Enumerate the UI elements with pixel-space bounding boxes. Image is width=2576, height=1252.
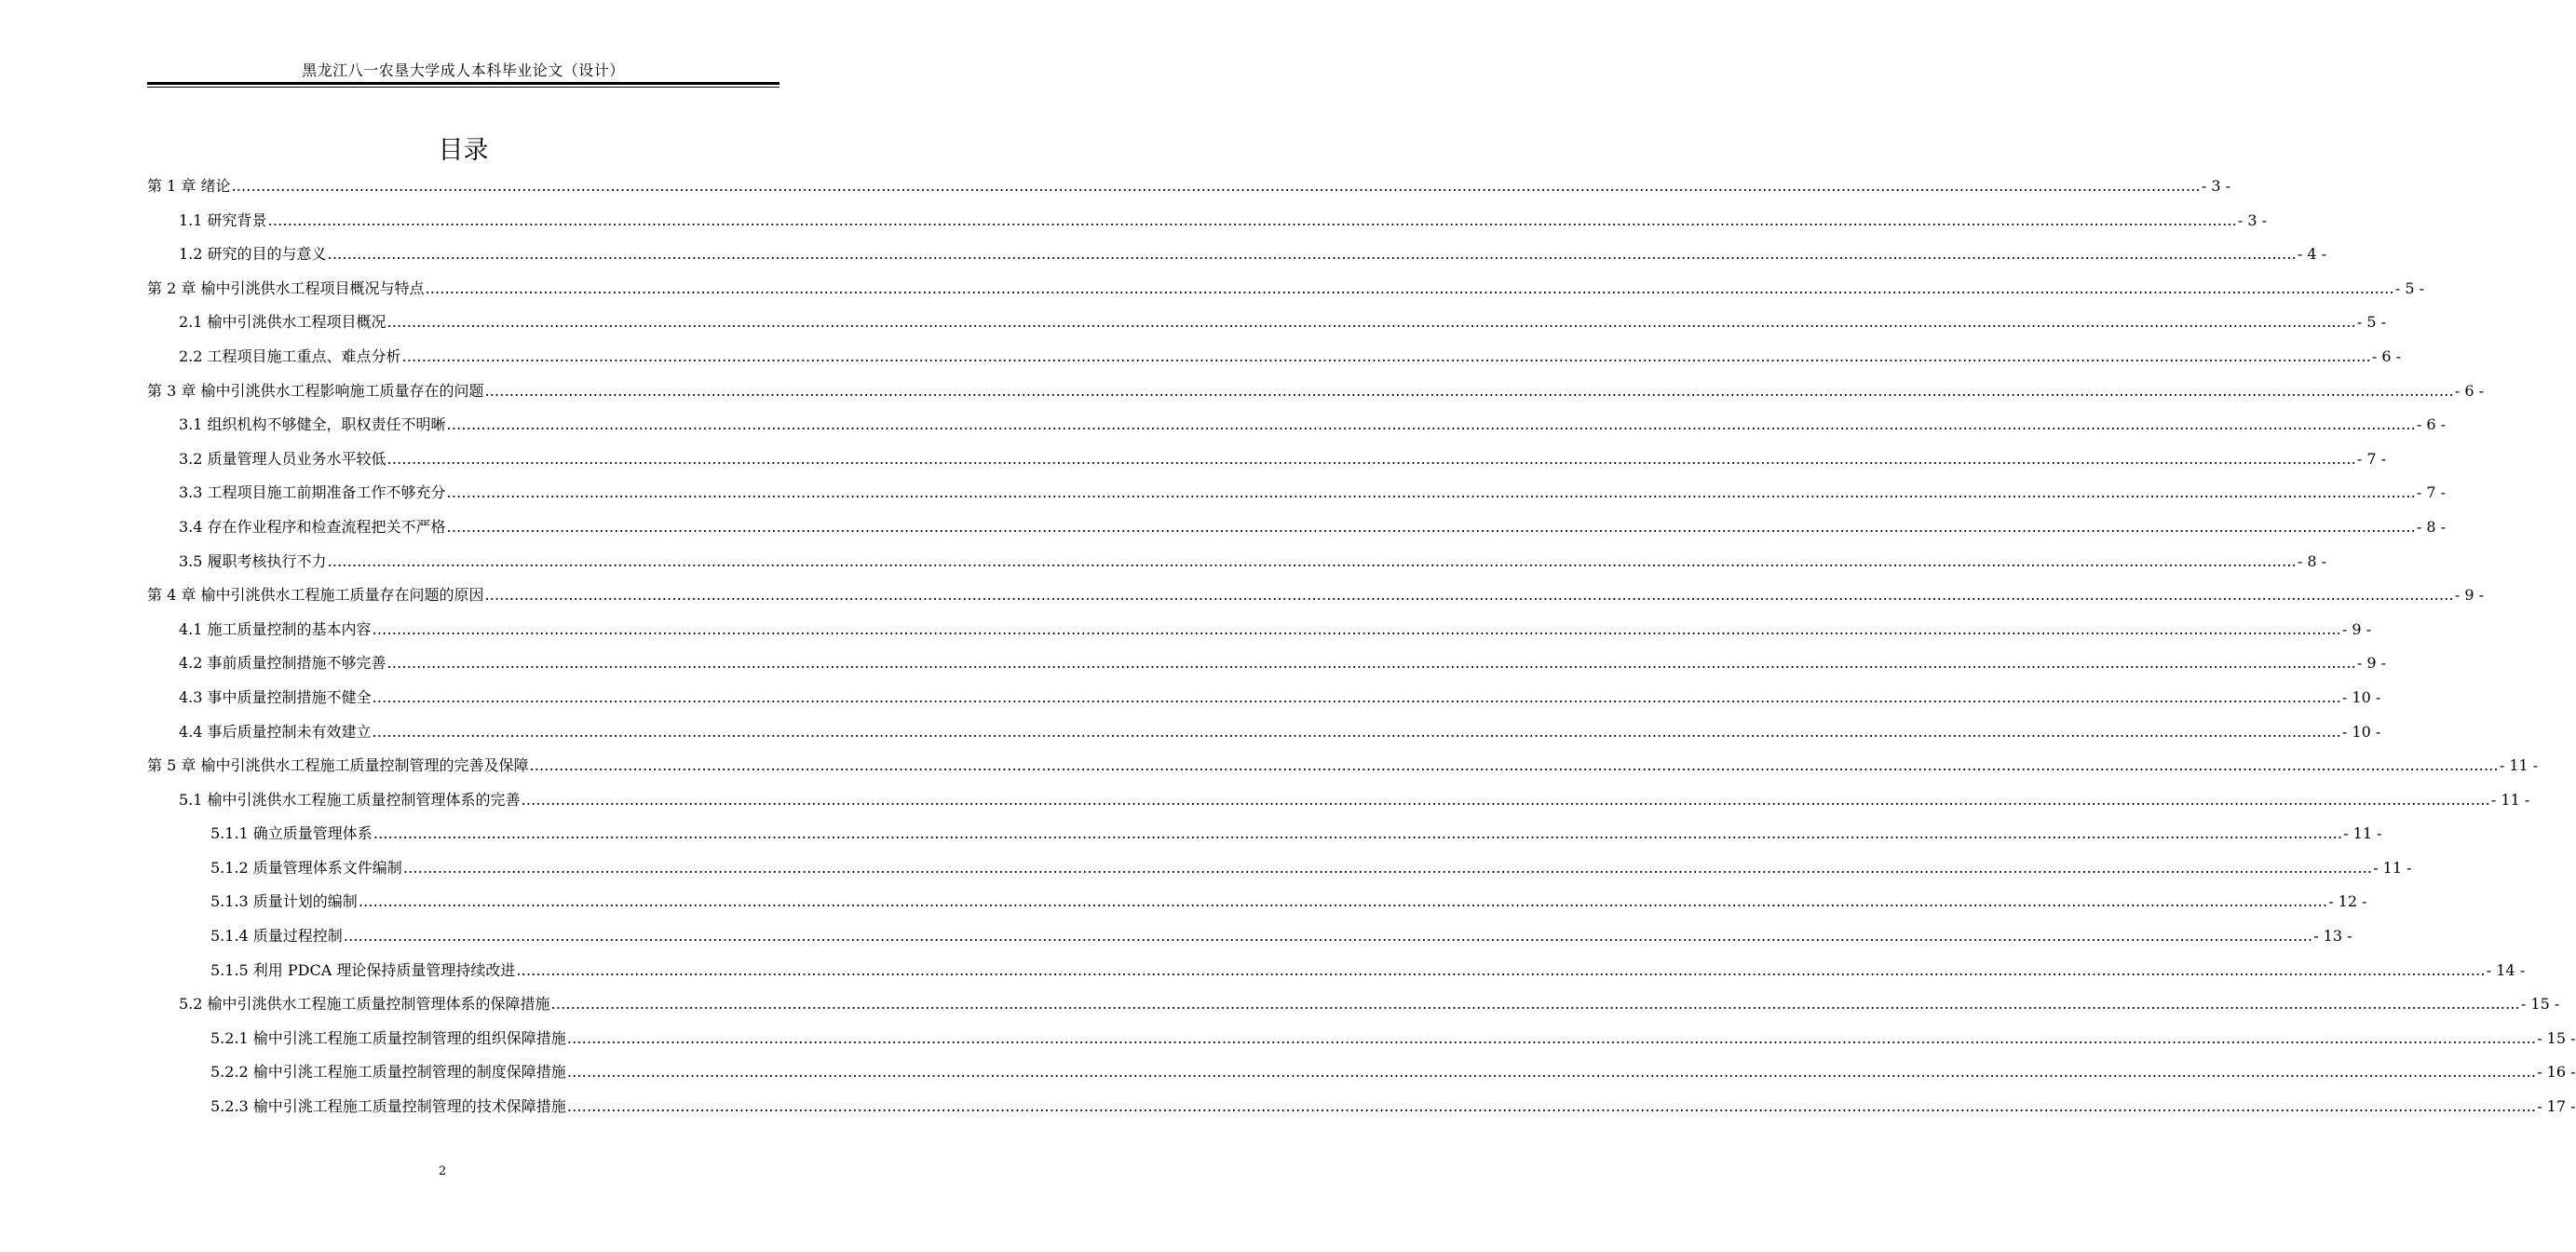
- toc-entry[interactable]: [147, 887, 2367, 921]
- toc-entry-page: - 9 -: [2356, 654, 2387, 673]
- toc-dot-leader: ................................................................................................................................................................................................................................................................................................................................................................................................................: [446, 415, 2416, 434]
- toc-entry-label: 2.2 工程项目施工重点、难点分析: [179, 347, 401, 365]
- toc-entry[interactable]: [147, 376, 2484, 411]
- toc-entry-label: 第 3 章 榆中引洮供水工程影响施工质量存在的问题: [147, 381, 484, 400]
- toc-entry-page: - 10 -: [2341, 722, 2381, 741]
- toc-entry-page: - 9 -: [2454, 586, 2484, 605]
- toc-entry[interactable]: [147, 785, 2530, 820]
- toc-dot-leader: ................................................................................................................................................................................................................................................................................................................................................................................................................: [446, 483, 2416, 502]
- toc-entry-page: - 15 -: [2520, 995, 2560, 1014]
- toc-dot-leader: ................................................................................................................................................................................................................................................................................................................................................................................................................: [267, 211, 2237, 229]
- toc-entry-label: 2.1 榆中引洮供水工程项目概况: [179, 313, 386, 332]
- toc-dot-leader: ................................................................................................................................................................................................................................................................................................................................................................................................................: [386, 449, 2356, 468]
- toc-entry-page: - 7 -: [2416, 483, 2447, 502]
- toc-entry[interactable]: [147, 547, 2327, 581]
- toc-entry[interactable]: [147, 342, 2402, 376]
- toc-entry[interactable]: [147, 921, 2352, 956]
- toc-entry[interactable]: [147, 751, 2539, 785]
- toc-dot-leader: ................................................................................................................................................................................................................................................................................................................................................................................................................: [231, 177, 2201, 195]
- toc-entry-page: - 3 -: [2237, 211, 2268, 229]
- toc-entry[interactable]: [147, 274, 2424, 308]
- table-of-contents: [147, 171, 2576, 1126]
- toc-dot-leader: ................................................................................................................................................................................................................................................................................................................................................................................................................: [327, 551, 2297, 570]
- toc-entry-label: 4.3 事中质量控制措施不健全: [179, 687, 372, 706]
- toc-dot-leader: ................................................................................................................................................................................................................................................................................................................................................................................................................: [566, 1097, 2537, 1116]
- toc-entry-label: 1.2 研究的目的与意义: [179, 245, 327, 264]
- toc-entry-label: 5.1.2 质量管理体系文件编制: [210, 858, 402, 877]
- toc-entry-page: - 8 -: [2416, 517, 2447, 536]
- toc-title: 目录: [438, 136, 489, 165]
- toc-entry[interactable]: [147, 683, 2381, 717]
- toc-dot-leader: ................................................................................................................................................................................................................................................................................................................................................................................................................: [516, 960, 2486, 979]
- toc-dot-leader: ................................................................................................................................................................................................................................................................................................................................................................................................................: [550, 995, 2520, 1014]
- toc-dot-leader: ................................................................................................................................................................................................................................................................................................................................................................................................................: [372, 687, 2341, 706]
- toc-entry-page: - 6 -: [2454, 381, 2484, 400]
- toc-dot-leader: ................................................................................................................................................................................................................................................................................................................................................................................................................: [566, 1063, 2537, 1082]
- toc-entry[interactable]: [147, 307, 2387, 342]
- toc-dot-leader: ................................................................................................................................................................................................................................................................................................................................................................................................................: [386, 313, 2356, 332]
- toc-entry-page: - 17 -: [2537, 1097, 2576, 1116]
- toc-dot-leader: ................................................................................................................................................................................................................................................................................................................................................................................................................: [566, 1028, 2537, 1047]
- toc-entry[interactable]: [147, 171, 2230, 206]
- toc-entry-page: - 5 -: [2356, 313, 2387, 332]
- toc-entry-label: 3.1 组织机构不够健全，职权责任不明晰: [179, 415, 446, 434]
- toc-dot-leader: ................................................................................................................................................................................................................................................................................................................................................................................................................: [521, 790, 2490, 809]
- toc-entry-label: 5.2.3 榆中引洮工程施工质量控制管理的技术保障措施: [210, 1097, 566, 1116]
- toc-entry-page: - 13 -: [2313, 927, 2352, 946]
- toc-entry[interactable]: [147, 648, 2387, 683]
- toc-entry-page: - 9 -: [2341, 619, 2372, 638]
- toc-entry-page: - 6 -: [2416, 415, 2447, 434]
- toc-entry[interactable]: [147, 615, 2372, 649]
- header-rule-thin: [147, 87, 780, 88]
- toc-entry-label: 第 4 章 榆中引洮供水工程施工质量存在问题的原因: [147, 586, 484, 605]
- toc-dot-leader: ................................................................................................................................................................................................................................................................................................................................................................................................................: [484, 586, 2454, 605]
- toc-dot-leader: ................................................................................................................................................................................................................................................................................................................................................................................................................: [358, 892, 2328, 911]
- toc-entry-page: - 5 -: [2394, 279, 2424, 297]
- toc-entry[interactable]: [147, 1024, 2576, 1058]
- toc-entry-label: 5.2.2 榆中引洮工程施工质量控制管理的制度保障措施: [210, 1063, 566, 1082]
- toc-dot-leader: ................................................................................................................................................................................................................................................................................................................................................................................................................: [401, 347, 2371, 365]
- toc-dot-leader: ................................................................................................................................................................................................................................................................................................................................................................................................................: [386, 654, 2356, 673]
- toc-entry-page: - 4 -: [2297, 245, 2327, 264]
- toc-entry-page: - 11 -: [2343, 824, 2382, 843]
- toc-entry-page: - 7 -: [2356, 449, 2387, 468]
- toc-entry[interactable]: [147, 819, 2382, 853]
- toc-entry-label: 5.2 榆中引洮供水工程施工质量控制管理体系的保障措施: [179, 995, 550, 1014]
- toc-entry-page: - 11 -: [2490, 790, 2530, 809]
- toc-entry-page: - 15 -: [2537, 1028, 2576, 1047]
- toc-entry[interactable]: [147, 512, 2447, 547]
- toc-dot-leader: ................................................................................................................................................................................................................................................................................................................................................................................................................: [484, 381, 2454, 400]
- toc-entry-label: 5.1.5 利用 PDCA 理论保持质量管理持续改进: [210, 960, 516, 979]
- toc-entry-page: - 10 -: [2341, 687, 2381, 706]
- toc-entry[interactable]: [147, 410, 2447, 444]
- toc-entry-page: - 3 -: [2201, 177, 2230, 195]
- toc-entry[interactable]: [147, 1057, 2576, 1092]
- toc-entry-page: - 6 -: [2371, 347, 2402, 365]
- toc-entry-label: 5.1 榆中引洮供水工程施工质量控制管理体系的完善: [179, 790, 521, 809]
- toc-entry[interactable]: [147, 580, 2484, 615]
- toc-entry-label: 4.2 事前质量控制措施不够完善: [179, 654, 386, 673]
- toc-entry-label: 第 1 章 绪论: [147, 177, 231, 195]
- toc-dot-leader: ................................................................................................................................................................................................................................................................................................................................................................................................................: [529, 756, 2499, 775]
- toc-entry[interactable]: [147, 1092, 2576, 1126]
- toc-entry-page: - 14 -: [2486, 960, 2526, 979]
- toc-entry-page: - 11 -: [2373, 858, 2412, 877]
- toc-entry[interactable]: [147, 478, 2447, 512]
- toc-entry-label: 5.2.1 榆中引洮工程施工质量控制管理的组织保障措施: [210, 1028, 566, 1047]
- toc-entry[interactable]: [147, 989, 2560, 1024]
- toc-entry-label: 第 2 章 榆中引洮供水工程项目概况与特点: [147, 279, 425, 297]
- toc-entry-label: 1.1 研究背景: [179, 211, 267, 229]
- toc-entry-page: - 11 -: [2499, 756, 2539, 775]
- toc-entry[interactable]: [147, 853, 2412, 888]
- toc-entry[interactable]: [147, 444, 2387, 479]
- toc-entry[interactable]: [147, 206, 2268, 240]
- toc-entry-label: 5.1.3 质量计划的编制: [210, 892, 358, 911]
- toc-entry-label: 3.3 工程项目施工前期准备工作不够充分: [179, 483, 446, 502]
- toc-dot-leader: ................................................................................................................................................................................................................................................................................................................................................................................................................: [343, 927, 2313, 946]
- toc-entry[interactable]: [147, 956, 2526, 990]
- toc-entry-label: 4.4 事后质量控制未有效建立: [179, 722, 372, 741]
- toc-entry-page: - 12 -: [2328, 892, 2367, 911]
- toc-entry-label: 3.4 存在作业程序和检查流程把关不严格: [179, 517, 446, 536]
- toc-entry-label: 4.1 施工质量控制的基本内容: [179, 619, 372, 638]
- toc-entry-page: - 8 -: [2297, 551, 2327, 570]
- toc-dot-leader: ................................................................................................................................................................................................................................................................................................................................................................................................................: [372, 619, 2341, 638]
- toc-dot-leader: ................................................................................................................................................................................................................................................................................................................................................................................................................: [402, 858, 2373, 877]
- header-rule-thick: [147, 82, 780, 85]
- toc-dot-leader: ................................................................................................................................................................................................................................................................................................................................................................................................................: [327, 245, 2297, 264]
- toc-dot-leader: ................................................................................................................................................................................................................................................................................................................................................................................................................: [425, 279, 2394, 297]
- toc-entry[interactable]: [147, 717, 2381, 752]
- page-number: 2: [438, 1164, 447, 1178]
- toc-entry-label: 第 5 章 榆中引洮供水工程施工质量控制管理的完善及保障: [147, 756, 529, 775]
- toc-entry-label: 3.2 质量管理人员业务水平较低: [179, 449, 386, 468]
- toc-entry-label: 5.1.1 确立质量管理体系: [210, 824, 373, 843]
- toc-dot-leader: ................................................................................................................................................................................................................................................................................................................................................................................................................: [446, 517, 2416, 536]
- toc-entry-label: 3.5 履职考核执行不力: [179, 551, 327, 570]
- toc-entry-label: 5.1.4 质量过程控制: [210, 927, 343, 946]
- running-header: 黑龙江八一农垦大学成人本科毕业论文（设计）: [302, 61, 625, 79]
- toc-entry-page: - 16 -: [2537, 1063, 2576, 1082]
- toc-entry[interactable]: [147, 239, 2327, 274]
- toc-dot-leader: ................................................................................................................................................................................................................................................................................................................................................................................................................: [373, 824, 2343, 843]
- toc-dot-leader: ................................................................................................................................................................................................................................................................................................................................................................................................................: [372, 722, 2341, 741]
